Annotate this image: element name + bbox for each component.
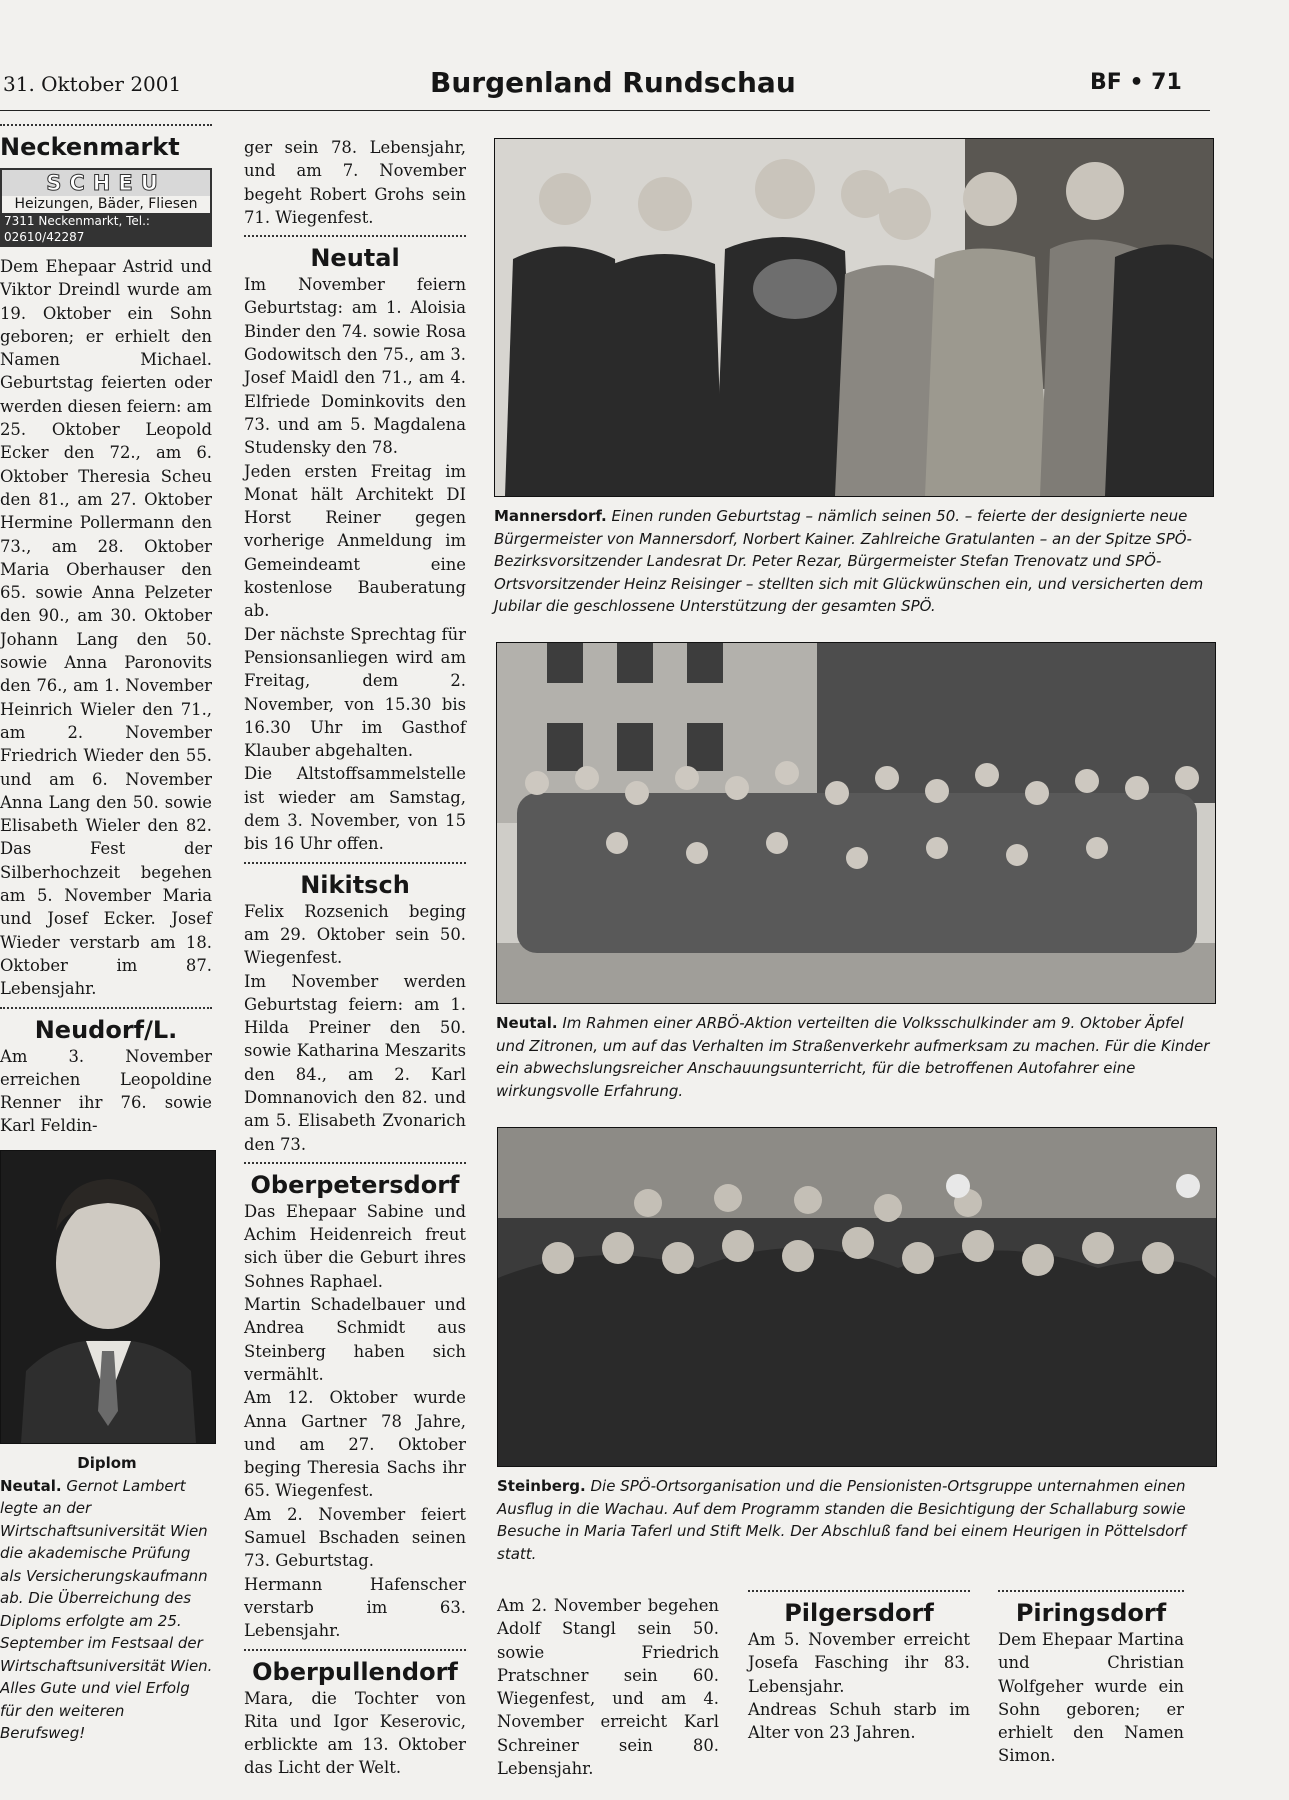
pilgersdorf-p1: Am 5. November erreicht Josefa Fasching ihr 83. Lebensjahr. <box>748 1630 970 1696</box>
neutal-p3: Der nächste Sprechtag für Pensionsanliegen wird am Freitag, dem 2. November, von 15.30 bis 16.30 Uhr im Gasthof Klauber abgehalten. <box>244 624 466 761</box>
heading-oberpetersdorf: Oberpetersdorf <box>244 1162 466 1200</box>
heading-neutal: Neutal <box>244 235 466 273</box>
heading-neckenmarkt: Neckenmarkt <box>0 124 212 162</box>
caption-mannersdorf-place: Mannersdorf. <box>494 507 607 525</box>
nikitsch-p2: Im November werden Geburtstag feiern: am 1. Hilda Preiner den 50. sowie Katharina Meszarits den 84., am 2. Karl Domnanovich den 82. und am 5. Elisabeth Zvonarich den 73. <box>244 971 466 1154</box>
diplom-place: Neutal. <box>0 1476 62 1495</box>
heading-piringsdorf: Piringsdorf <box>998 1590 1184 1628</box>
column-4-bottom <box>748 1590 970 1744</box>
oberpetersdorf-p1: Das Ehepaar Sabine und Achim Heidenreich freut sich über die Geburt ihres Sohnes Raphael. <box>244 1201 466 1291</box>
ad-logo: SCHEU <box>2 170 210 196</box>
piringsdorf-p1: Dem Ehepaar Martina und Christian Wolfgeher wurde ein Sohn geboren; er erhielt den Namen Simon. <box>998 1630 1184 1766</box>
header-rule <box>0 110 1210 111</box>
caption-neutal-text: Im Rahmen einer ARBÖ-Aktion verteilten die Volksschulkinder am 9. Oktober Äpfel und Zitronen, um auf das Verhalten im Straßenverkehr aufmerksam zu machen. Für die Kinder ein abwechslungsreicher Anschauungsunterricht, für die betroffenen Autofahrer eine wirkungsvolle Erfahrung. <box>496 1014 1210 1100</box>
caption-steinberg <box>497 1475 1215 1565</box>
caption-neutal <box>496 1012 1214 1102</box>
neutal-p2: Jeden ersten Freitag im Monat hält Architekt DI Horst Reiner gegen vorherige Anmeldung im Gemeindeamt eine kostenlose Bauberatung ab. <box>244 461 466 621</box>
oberpetersdorf-p4: Am 2. November feiert Samuel Bschaden seinen 73. Geburtstag. <box>244 1504 466 1571</box>
issue-date: 31. Oktober 2001 <box>3 72 182 96</box>
ad-line2: 7311 Neckenmarkt, Tel.: 02610/42287 <box>2 213 210 245</box>
oberpetersdorf-p3: Am 12. Oktober wurde Anna Gartner 78 Jahre, und am 27. Oktober beging Theresia Sachs ihr 65. Wiegenfest. <box>244 1388 466 1501</box>
photo-steinberg <box>497 1127 1217 1467</box>
caption-steinberg-text: Die SPÖ-Ortsorganisation und die Pensionisten-Ortsgruppe unternahmen einen Ausflug in die Wachau. Auf dem Programm standen die Besichtigung der Schallaburg sowie Besuche in Maria Taferl und Stift Melk. Der Abschluß fand bei einem Heurigen in Pöttelsdorf statt. <box>497 1477 1186 1563</box>
heading-neudorf: Neudorf/L. <box>0 1007 212 1045</box>
diplom-photo <box>0 1150 216 1444</box>
diplom-text: Gernot Lambert legte an der Wirtschaftsuniversität Wien die akademische Prüfung als Versicherungskaufmann ab. Die Überreichung des Diploms erfolgte am 25. September im Festsaal der Wirtschaftsuniversität Wien. Alles Gute und viel Erfolg für den weiteren Berufsweg! <box>0 1476 213 1742</box>
heading-pilgersdorf: Pilgersdorf <box>748 1590 970 1628</box>
col2-intro-text: ger sein 78. Lebensjahr, und am 7. November begeht Robert Grohs sein 71. Wiegenfest. <box>244 138 466 227</box>
pilgersdorf-p2: Andreas Schuh starb im Alter von 23 Jahren. <box>748 1699 970 1743</box>
caption-steinberg-place: Steinberg. <box>497 1477 586 1495</box>
column-3-bottom <box>497 1594 719 1780</box>
oberpullendorf-p1: Mara, die Tochter von Rita und Igor Keserovic, erblickte am 13. Oktober das Licht der Welt. <box>244 1688 466 1778</box>
diplom-caption <box>0 1452 214 1745</box>
page-label: BF • 71 <box>1090 70 1182 95</box>
caption-neutal-place: Neutal. <box>496 1014 558 1032</box>
column-2 <box>244 136 466 1780</box>
neudorf-text: Am 3. November erreichen Leopoldine Renner ihr 76. sowie Karl Feldin- <box>0 1046 212 1136</box>
photo-neutal <box>496 642 1216 1004</box>
caption-mannersdorf <box>494 505 1212 618</box>
col3-text: Am 2. November begehen Adolf Stangl sein 50. sowie Friedrich Pratschner sein 60. Wiegenfest, und am 4. November erreicht Karl Schreiner sein 80. Lebensjahr. <box>497 1596 719 1779</box>
heading-oberpullendorf: Oberpullendorf <box>244 1649 466 1687</box>
neutal-p4: Die Altstoffsammelstelle ist wieder am Samstag, dem 3. November, von 15 bis 16 Uhr offen. <box>244 764 466 854</box>
diplom-title: Diplom <box>77 1454 137 1472</box>
photo-mannersdorf <box>494 138 1214 497</box>
column-5-bottom <box>998 1590 1184 1768</box>
oberpetersdorf-p5: Hermann Hafenscher verstarb im 63. Lebensjahr. <box>244 1574 466 1641</box>
nikitsch-p1: Felix Rozsenich beging am 29. Oktober sein 50. Wiegenfest. <box>244 901 466 968</box>
ad-line1: Heizungen, Bäder, Fliesen <box>14 196 198 212</box>
heading-nikitsch: Nikitsch <box>244 862 466 900</box>
newspaper-title: Burgenland Rundschau <box>430 66 796 99</box>
column-1 <box>0 124 212 1138</box>
oberpetersdorf-p2: Martin Schadelbauer und Andrea Schmidt aus Steinberg haben sich vermählt. <box>244 1295 466 1384</box>
ad-scheu <box>0 168 212 247</box>
caption-mannersdorf-text: Einen runden Geburtstag – nämlich seinen 50. – feierte der designierte neue Bürgermeister von Mannersdorf, Norbert Kainer. Zahlreiche Gratulanten – an der Spitze SPÖ-Bezirksvorsitzender Landesrat Dr. Peter Rezar, Bürgermeister Stefan Trenovatz und SPÖ-Ortsvorsitzender Heinz Reisinger – stellten sich mit Glückwünschen ein, und versicherten dem Jubilar die geschlossene Unterstützung der gesamten SPÖ. <box>494 507 1204 615</box>
neckenmarkt-text: Dem Ehepaar Astrid und Viktor Dreindl wurde am 19. Oktober ein Sohn geboren; er erhielt den Namen Michael. Geburtstag feierten oder werden diesen feiern: am 25. Oktober Leopold Ecker den 72., am 6. Oktober Theresia Scheu den 81., am 27. Oktober Hermine Pollermann den 73., am 28. Oktober Maria Oberhauser den 65. sowie Anna Pelzeter den 90., am 30. Oktober Johann Lang den 50. sowie Anna Paronovits den 76., am 1. November Heinrich Wieler den 71., am 2. November Friedrich Wieder den 55. und am 6. November Anna Lang den 50. sowie Elisabeth Wieler den 82. Das Fest der Silberhochzeit begehen am 5. November Maria und Josef Ecker. Josef Wieder verstarb am 18. Oktober im 87. Lebensjahr. <box>0 257 212 999</box>
neutal-p1: Im November feiern Geburtstag: am 1. Aloisia Binder den 74. sowie Rosa Godowitsch den 75., am 3. Josef Maidl den 71., am 4. Elfriede Dominkovits den 73. und am 5. Magdalena Studensky den 78. <box>244 275 466 458</box>
